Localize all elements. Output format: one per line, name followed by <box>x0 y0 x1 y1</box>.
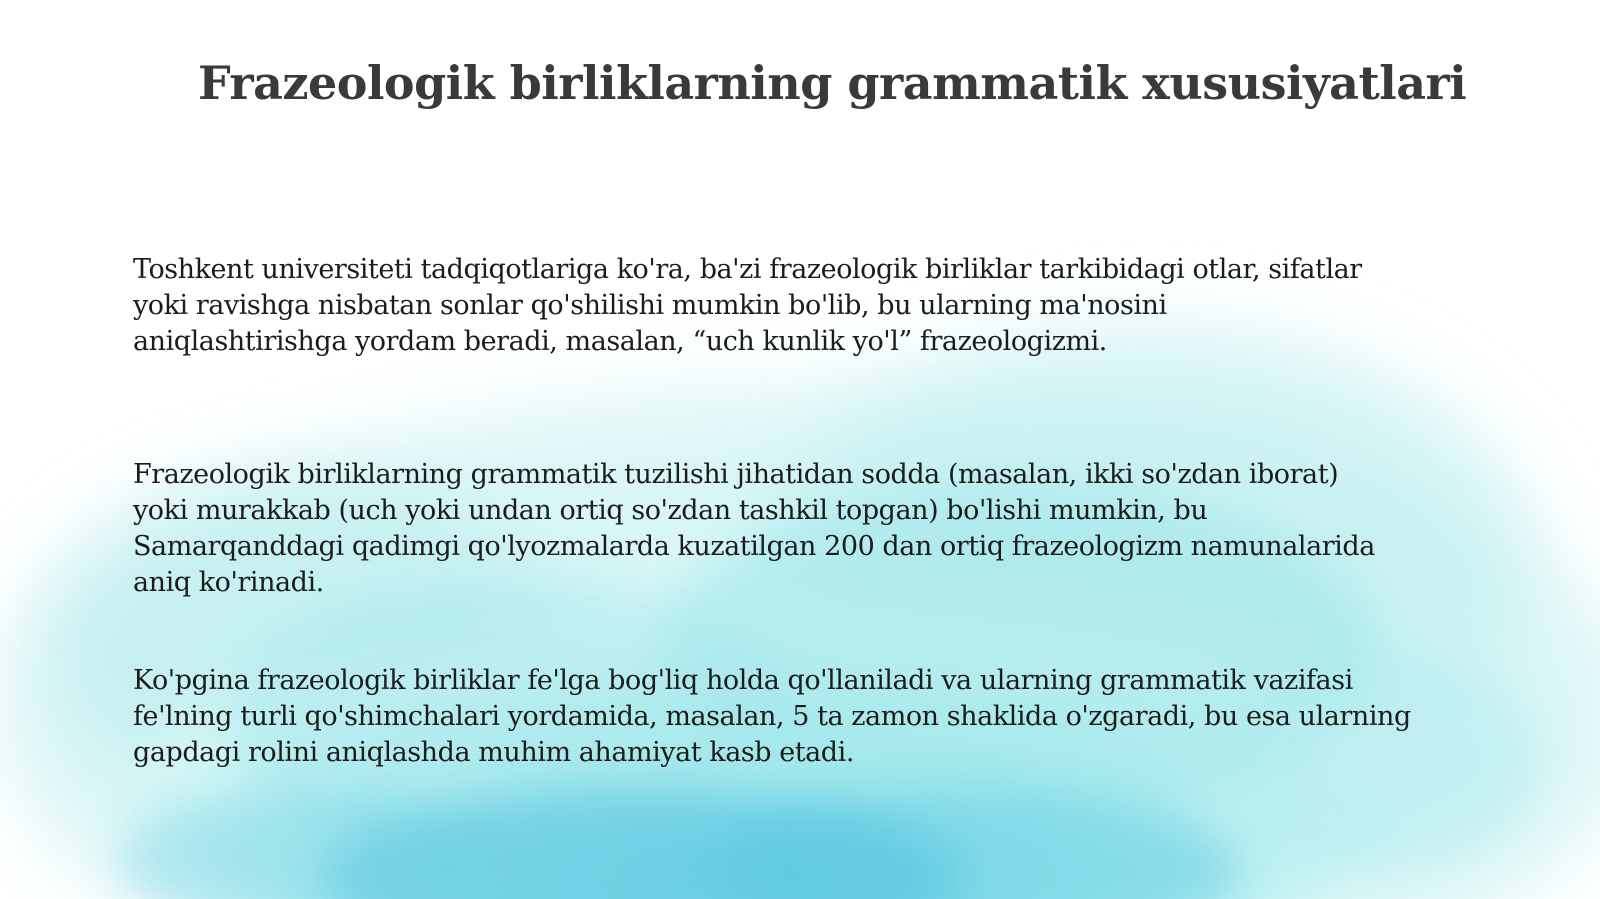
paragraph-3: Ko'pgina frazeologik birliklar fe'lga bog'liq holda qo'llaniladi va ularning grammatik vazifasi fe'lning turli qo'shimchalari yordamida, masalan, 5 ta zamon shaklida o'zgaradi, bu esa ularning gapdagi rolini aniqlashda muhim ahamiyat kasb etadi. <box>133 665 1411 768</box>
slide-title: Frazeologik birliklarning grammatik xususiyatlari <box>198 56 1467 110</box>
paragraph-1: Toshkent universiteti tadqiqotlariga ko'ra, ba'zi frazeologik birliklar tarkibidagi otlar, sifatlar yoki ravishga nisbatan sonlar qo'shilishi mumkin bo'lib, bu ularning ma'nosini aniqlashtirishga yordam beradi, masalan, “uch kunlik yo'l” frazeologizmi. <box>133 254 1362 357</box>
paragraph-2: Frazeologik birliklarning grammatik tuzilishi jihatidan sodda (masalan, ikki so'zdan iborat) yoki murakkab (uch yoki undan ortiq so'zdan tashkil topgan) bo'lishi mumkin, bu Samarqanddagi qadimgi qo'lyozmalarda kuzatilgan 200 dan ortiq frazeologizm namunalarida aniq ko'rinadi. <box>133 459 1375 598</box>
